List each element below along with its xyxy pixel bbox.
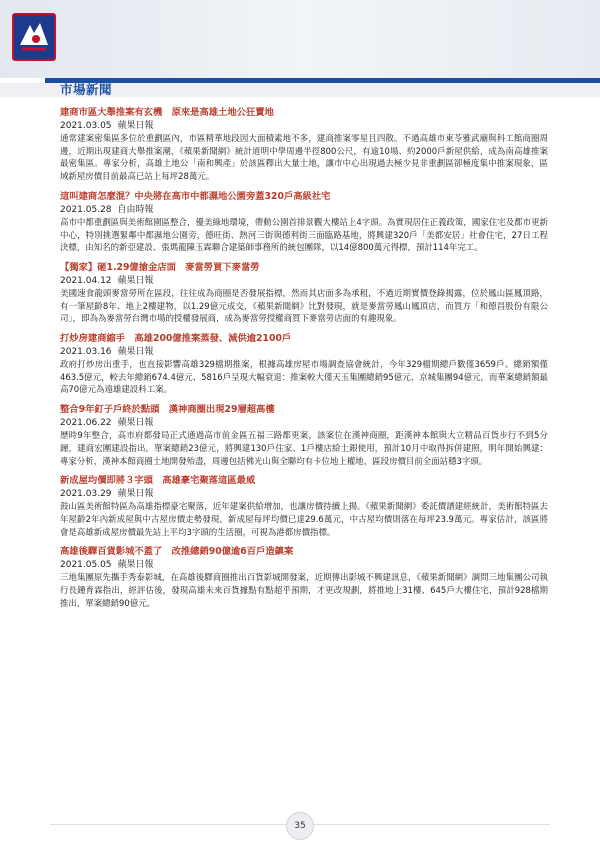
news-article bbox=[60, 332, 548, 396]
news-article bbox=[60, 474, 548, 538]
company-logo bbox=[12, 13, 56, 61]
article-meta bbox=[60, 559, 548, 571]
top-banner bbox=[0, 0, 600, 78]
news-article bbox=[60, 403, 548, 467]
article-meta bbox=[60, 346, 548, 358]
news-article bbox=[60, 190, 548, 254]
news-article bbox=[60, 106, 548, 183]
article-source: 蘋果日報 bbox=[117, 121, 154, 131]
article-body: 高市中都重劃區與美術館園區整合，優美綠地環境，帶動公園首排景觀大樓站上4字頭。為實現居住正義政策，國家住宅及都市更新中心，特別挑選緊鄰中都濕地公園旁，德旺街、熱河三街與德利街三面臨路基地，將興建320戶「美都安居」社會住宅，27日工程決標，由知名的新亞建設、張瑪龍陳玉霖聯合建築師事務所的統包團隊，以14億800萬元得標，預計114年完工。 bbox=[60, 216, 548, 253]
article-meta bbox=[60, 204, 548, 216]
article-title[interactable]: 整合9年釘子戶終於點頭 漢神商圈出現29層超高樓 bbox=[60, 404, 275, 416]
article-body: 美國速食龍頭麥當勞所在區段，往往成為商圈是否發展指標，然而其店面多為承租，不過近期實價登錄揭露，位於鳳山區鳳頂路，有一筆屋齡8年、地上2樓建物，以1.29億元成交，《蘋果新聞網》比對發現，就是麥當勞鳳山鳳頂店，而買方「和德昌股份有限公司」，即為為麥當勞台灣市場的授權發展商，成為麥當勞授權商買下麥當勞店面的有趣現象。 bbox=[60, 287, 548, 324]
article-source: 蘋果日報 bbox=[117, 275, 154, 286]
article-source: 蘋果日報 bbox=[117, 560, 154, 571]
article-meta bbox=[60, 417, 548, 429]
article-meta bbox=[60, 488, 548, 500]
article-body: 三地集團原先攜手秀泰影城，在高雄後驛商圈推出百貨影城開發案，近期傳出影城不興建訊息，《蘋果新聞網》調問三地集團公司執行長鍾育霖指出，經評估後，發現高雄未來百貨據點有點超乎預期，才更改規劃，將推地上31樓、645戶大樓住宅，預計928檔期推出，單案總銷90億元。 bbox=[60, 572, 548, 608]
article-body: 鼓山區美術館特區為高雄指標豪宅聚落，近年建案供給增加，也讓房價持續上揚。《蘋果新聞網》委託價譜建經統計，美術館特區去年屋齡2年內新成屋與中古屋房價走勢發現，新成屋每坪均價已達29.6萬元，中古屋均價則落在每坪23.9萬元。專家估計，該區將會是高雄新成屋房價最先站上平均3字頭的生活圈，可視為港都房價指標。 bbox=[60, 501, 548, 537]
header-accent-line bbox=[45, 78, 600, 83]
article-title[interactable]: 這叫建商怎麼混？中央將在高市中都濕地公園旁蓋320戶高級社宅 bbox=[60, 190, 331, 202]
article-source: 蘋果日報 bbox=[117, 418, 154, 429]
article-title[interactable]: 打炒房建商縮手 高雄200億推案蒸發、減供逾2100戶 bbox=[60, 333, 292, 345]
article-date: 2021.03.16 bbox=[60, 347, 112, 358]
section-title: 市場新聞 bbox=[60, 82, 113, 97]
news-article bbox=[60, 261, 548, 325]
article-date: 2021.05.05 bbox=[60, 560, 112, 571]
page-number: 35 bbox=[286, 812, 314, 840]
article-date: 2021.03.05 bbox=[60, 121, 112, 131]
article-body: 歷時9年整合，高市府都發局正式通過高市前金區五福三路都更案，該案位在漢神商圈，距漢神本館與大立精品百貨步行不到5分鐘，建商宏團建設指出，單案總銷23億元，將興建130戶住家、1戶樓店給土銀使用，預計10月中取得拆併建照，明年開始興建：專家分析，漢神本館商圈土地開發殆盡，周邊包括佛光山與全聯均有卡位地上權地，區段房價目前全面站穩3字頭。 bbox=[60, 430, 548, 466]
article-date: 2021.06.22 bbox=[60, 418, 112, 429]
article-title[interactable]: 高雄後驛百貨影城不蓋了 改推總銷90億逾6百戶造鎮案 bbox=[60, 546, 294, 558]
article-source: 蘋果日報 bbox=[117, 347, 154, 358]
article-date: 2021.04.12 bbox=[60, 275, 112, 286]
article-body: 政府打炒房出重手，也直接影響高雄329檔期推案，根據高雄房屋市場調查協會統計，今年329檔期總戶數僅3659戶、總銷額僅463.5億元，較去年總銷674.4億元、5816戶呈現大幅衰退：推案較大僅天玉集團總銷95億元、京城集團94億元，而華案總銷額最高70億元為遠雄建設科工案。 bbox=[60, 359, 548, 395]
article-date: 2021.05.28 bbox=[60, 204, 112, 215]
article-title[interactable]: 建商市區大舉推案有玄機 原來是高雄土地公狂賣地 bbox=[60, 107, 274, 118]
article-meta bbox=[60, 275, 548, 287]
news-list bbox=[60, 106, 548, 616]
article-meta bbox=[60, 120, 548, 132]
article-body: 通常建案密集區多位於重劃區內，市區精華地段因大面積素地不多，建商推案零星且四散。不過高雄市東苓雅武廟與科工館商圈周邊，近期出現建商大舉推案潮，《蘋果新聞網》統計道明中學周邊半徑800公尺，有逾10場、約2000戶新屋供給，成為南高雄推案最密集區。專家分析，高雄土地公「南和興產」於該區釋出大量土地，讓市中心出現過去極少見非重劃區卻極度集中推案現象，區域新屋房價目前最高已站上每坪28萬元。 bbox=[60, 133, 548, 182]
article-date: 2021.03.29 bbox=[60, 489, 112, 500]
article-title[interactable]: 新成屋均價即將３字頭 高雄豪宅聚落這區最威 bbox=[60, 475, 256, 487]
news-article bbox=[60, 545, 548, 609]
article-source: 蘋果日報 bbox=[117, 489, 154, 500]
article-title[interactable]: 【獨家】砸1.29億搶金店面 麥當勞買下麥當勞 bbox=[60, 261, 260, 273]
article-source: 自由時報 bbox=[117, 204, 154, 215]
